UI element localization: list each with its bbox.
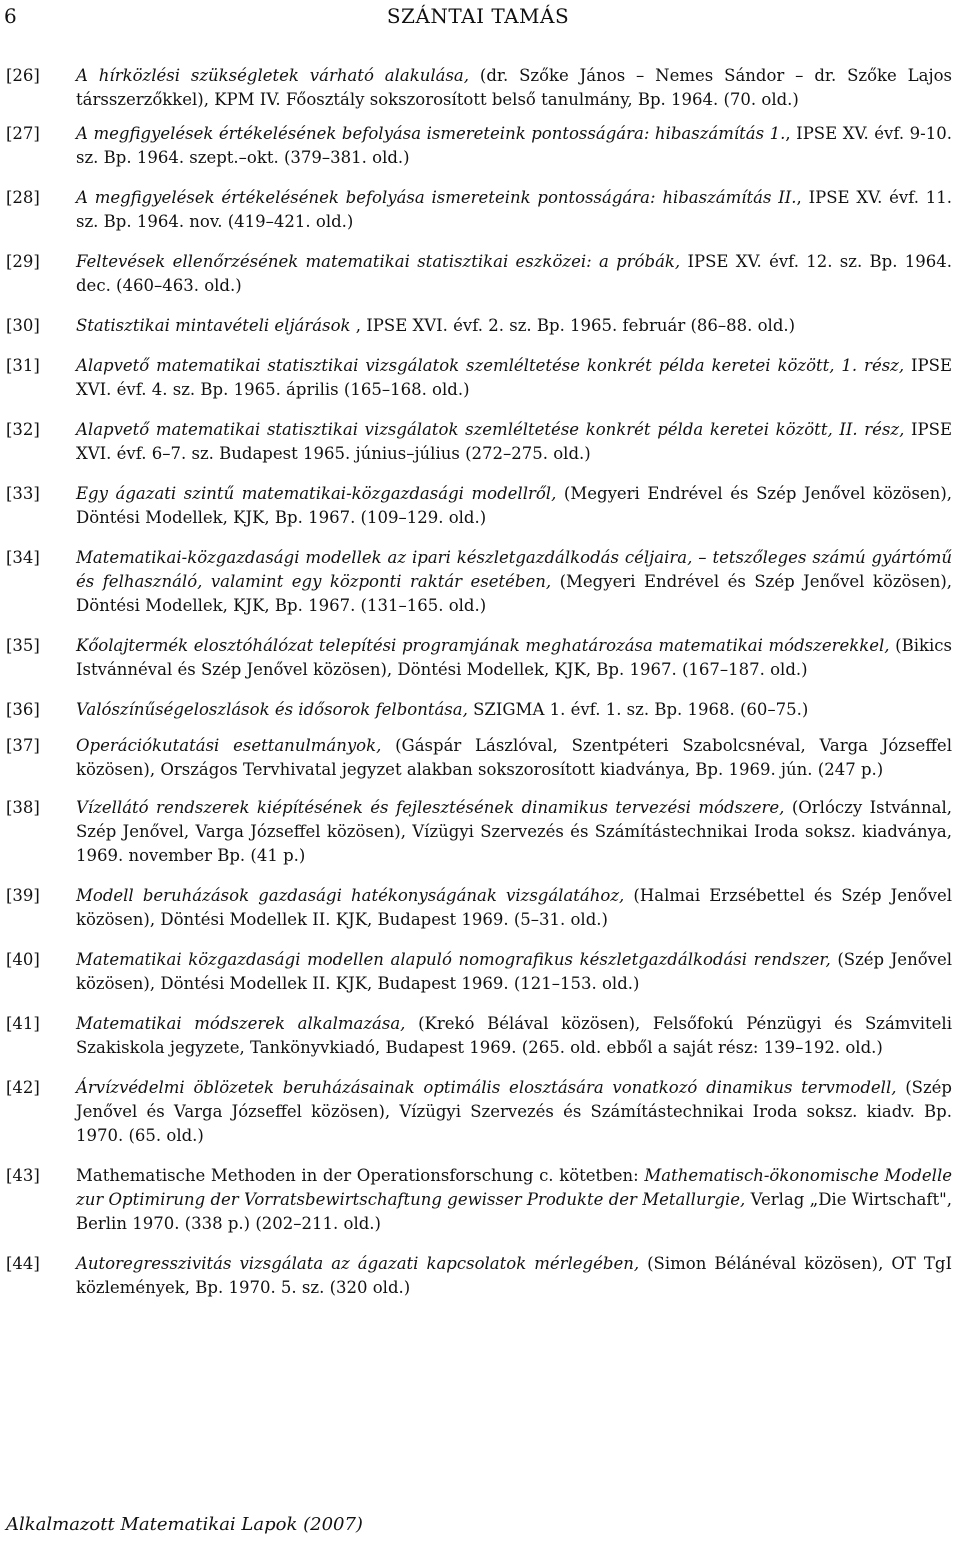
page-header	[4, 4, 952, 28]
reference-details: (Gáspár Lászlóval, Szentpéteri Szabolcsnéval, Varga Józseffel közösen), Országos Tervhivatal jegyzet alakban sokszorosított kiadványa, Bp. 1969. jún. (247 p.)	[76, 736, 952, 779]
reference-text	[76, 314, 952, 338]
reference-title: Statisztikai mintavételi eljárások	[76, 316, 351, 335]
reference-title: Egy ágazati szintű matematikai-közgazdasági modellről,	[76, 484, 557, 503]
reference-title: Alapvető matematikai statisztikai vizsgálatok szemléltetése konkrét példa keretei között, 1. rész,	[76, 356, 905, 375]
reference-number: [38]	[6, 798, 40, 817]
reference-title: Valószínűségeloszlások és idősorok felbontása,	[76, 700, 468, 719]
journal-footer: Alkalmazott Matematikai Lapok (2007)	[6, 1514, 363, 1535]
reference-text	[76, 948, 952, 996]
reference-prefix: Mathematische Methoden in der Operationsforschung c. kötetben:	[76, 1166, 645, 1185]
reference-text	[76, 418, 952, 466]
reference-entry	[6, 796, 952, 868]
reference-title: Árvízvédelmi öblözetek beruházásainak optimális elosztására vonatkozó dinamikus tervmodell,	[76, 1078, 897, 1097]
reference-title: A megfigyelések értékelésének befolyása ismereteink pontosságára: hibaszámítás 1.	[76, 124, 786, 143]
reference-details: (Simon Bélánéval közösen), OT TgI közlemények, Bp. 1970. 5. sz. (320 old.)	[76, 1254, 953, 1297]
reference-details: (Krekó Bélával közösen), Felsőfokú Pénzügyi és Számviteli Szakiskola jegyzete, Tankönyvkiadó, Budapest 1969. (265. old. ebből a saját rész: 139–192. old.)	[76, 1014, 952, 1057]
reference-details: , IPSE XVI. évf. 2. sz. Bp. 1965. február (86–88. old.)	[350, 316, 796, 335]
reference-number: [27]	[6, 124, 40, 143]
reference-text	[76, 250, 952, 298]
reference-details: (Orlóczy Istvánnal, Szép Jenővel, Varga Józseffel közösen), Vízügyi Szervezés és Számítástechnikai Iroda soksz. kiadványa, 1969. november Bp. (41 p.)	[76, 798, 952, 865]
reference-title: Mathematisch-ökonomische Modelle zur Optimirung der Vorratsbewirtschaftung gewisser Produkte der Metallurgie,	[76, 1166, 952, 1209]
reference-title: Matematikai közgazdasági modellen alapuló nomografikus készletgazdálkodási rendszer,	[76, 950, 831, 969]
reference-entry	[6, 546, 952, 618]
reference-title: Autoregresszivitás vizsgálata az ágazati kapcsolatok mérlegében,	[76, 1254, 640, 1273]
reference-text	[76, 1012, 952, 1060]
reference-number: [26]	[6, 66, 40, 85]
reference-number: [30]	[6, 316, 40, 335]
reference-text	[76, 354, 952, 402]
reference-list	[6, 64, 952, 1316]
reference-text	[76, 122, 952, 170]
reference-number: [44]	[6, 1254, 40, 1273]
reference-details: (Szép Jenővel és Varga Józseffel közösen), Vízügyi Szervezés és Számítástechnikai Iroda soksz. kiadv. Bp. 1970. (65. old.)	[76, 1078, 952, 1145]
reference-title: Modell beruházások gazdasági hatékonyságának vizsgálatához,	[76, 886, 625, 905]
reference-title: Matematikai-közgazdasági modellek az ipari készletgazdálkodás céljaira, – tetszőleges számú gyártómű és felhasználó, valamint egy központi raktár esetében,	[76, 548, 952, 591]
reference-details: Verlag „Die Wirtschaft", Berlin 1970. (338 p.) (202–211. old.)	[76, 1190, 952, 1233]
reference-number: [39]	[6, 886, 40, 905]
reference-text	[76, 1076, 952, 1148]
reference-number: [43]	[6, 1166, 40, 1185]
reference-number: [36]	[6, 700, 40, 719]
reference-details: , IPSE XV. évf. 11. sz. Bp. 1964. nov. (419–421. old.)	[76, 188, 952, 231]
reference-entry	[6, 314, 952, 338]
reference-text	[76, 64, 952, 112]
reference-details: , IPSE XV. évf. 9-10. sz. Bp. 1964. szept.–okt. (379–381. old.)	[76, 124, 952, 167]
reference-details: IPSE XVI. évf. 6–7. sz. Budapest 1965. június–július (272–275. old.)	[76, 420, 952, 463]
reference-details: IPSE XVI. évf. 4. sz. Bp. 1965. április (165–168. old.)	[76, 356, 952, 399]
reference-text	[76, 884, 952, 932]
reference-entry	[6, 482, 952, 530]
reference-details: (Halmai Erzsébettel és Szép Jenővel közösen), Döntési Modellek II. KJK, Budapest 1969. (5–31. old.)	[76, 886, 952, 929]
reference-entry	[6, 250, 952, 298]
reference-text	[76, 1164, 952, 1236]
reference-entry	[6, 64, 952, 112]
reference-entry	[6, 354, 952, 402]
reference-number: [32]	[6, 420, 40, 439]
reference-title: A hírközlési szükségletek várható alakulása,	[76, 66, 469, 85]
reference-number: [28]	[6, 188, 40, 207]
reference-title: Kőolajtermék elosztóhálózat telepítési programjának meghatározása matematikai módszerekkel,	[76, 636, 890, 655]
reference-title: Matematikai módszerek alkalmazása,	[76, 1014, 406, 1033]
reference-entry	[6, 418, 952, 466]
reference-text	[76, 1252, 952, 1300]
reference-entry	[6, 948, 952, 996]
reference-text	[76, 698, 952, 722]
reference-title: Feltevések ellenőrzésének matematikai statisztikai eszközei: a próbák,	[76, 252, 681, 271]
reference-title: Operációkutatási esettanulmányok,	[76, 736, 382, 755]
reference-number: [33]	[6, 484, 40, 503]
reference-title: Vízellátó rendszerek kiépítésének és fejlesztésének dinamikus tervezési módszere,	[76, 798, 785, 817]
page-number: 6	[4, 4, 17, 28]
reference-number: [35]	[6, 636, 40, 655]
reference-text	[76, 546, 952, 618]
reference-text	[76, 482, 952, 530]
reference-text	[76, 734, 952, 782]
reference-entry	[6, 122, 952, 170]
reference-number: [41]	[6, 1014, 40, 1033]
reference-entry	[6, 1076, 952, 1148]
reference-number: [31]	[6, 356, 40, 375]
reference-text	[76, 186, 952, 234]
reference-details: SZIGMA 1. évf. 1. sz. Bp. 1968. (60–75.)	[467, 700, 809, 719]
reference-details: (Bikics Istvánnéval és Szép Jenővel közösen), Döntési Modellek, KJK, Bp. 1967. (167–187. old.)	[76, 636, 953, 679]
reference-text	[76, 796, 952, 868]
reference-title: Alapvető matematikai statisztikai vizsgálatok szemléltetése konkrét példa keretei között, II. rész,	[76, 420, 905, 439]
reference-number: [34]	[6, 548, 40, 567]
reference-entry	[6, 1252, 952, 1300]
reference-title: A megfigyelések értékelésének befolyása ismereteink pontosságára: hibaszámítás II.	[76, 188, 797, 207]
reference-details: (dr. Szőke János – Nemes Sándor – dr. Szőke Lajos társszerzőkkel), KPM IV. Főosztály sokszorosított belső tanulmány, Bp. 1964. (70. old.)	[76, 66, 952, 109]
reference-entry	[6, 884, 952, 932]
reference-number: [42]	[6, 1078, 40, 1097]
reference-entry	[6, 734, 952, 782]
running-head: SZÁNTAI TAMÁS	[386, 4, 570, 28]
reference-entry	[6, 1164, 952, 1236]
reference-entry	[6, 698, 952, 722]
reference-number: [40]	[6, 950, 40, 969]
reference-text	[76, 634, 952, 682]
reference-entry	[6, 1012, 952, 1060]
reference-details: (Megyeri Endrével és Szép Jenővel közösen), Döntési Modellek, KJK, Bp. 1967. (131–165. old.)	[76, 572, 953, 615]
reference-number: [37]	[6, 736, 40, 755]
reference-number: [29]	[6, 252, 40, 271]
reference-details: (Szép Jenővel közösen), Döntési Modellek II. KJK, Budapest 1969. (121–153. old.)	[76, 950, 952, 993]
reference-entry	[6, 186, 952, 234]
reference-entry	[6, 634, 952, 682]
reference-details: (Megyeri Endrével és Szép Jenővel közösen), Döntési Modellek, KJK, Bp. 1967. (109–129. old.)	[76, 484, 952, 527]
reference-details: IPSE XV. évf. 12. sz. Bp. 1964. dec. (460–463. old.)	[76, 252, 952, 295]
